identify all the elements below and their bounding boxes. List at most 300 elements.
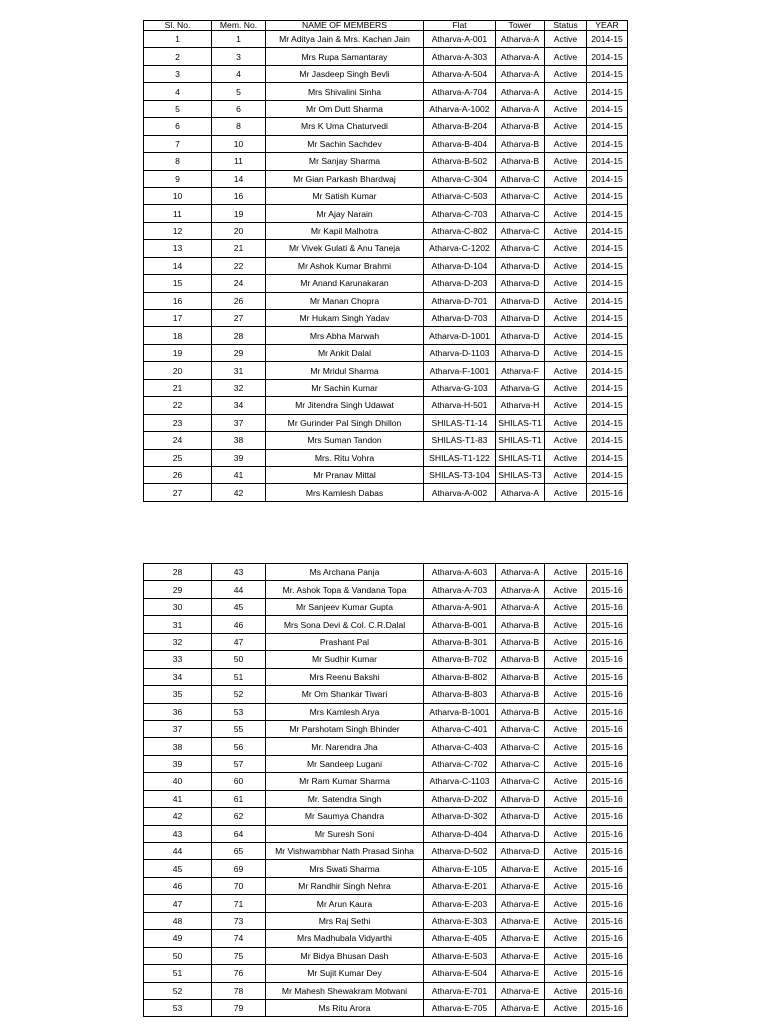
cell-sl-no: 4 <box>144 83 212 100</box>
cell-mem-no: 62 <box>212 808 266 825</box>
cell-tower: SHILAS-T1 <box>496 432 545 449</box>
cell-mem-no: 38 <box>212 432 266 449</box>
table-row <box>144 48 628 65</box>
members-table-1-body <box>144 31 628 502</box>
cell-member-name: Mr Saumya Chandra <box>266 808 424 825</box>
table-row <box>144 564 628 581</box>
cell-sl-no: 52 <box>144 982 212 999</box>
cell-flat: Atharva-C-802 <box>424 222 496 239</box>
cell-flat: Atharva-C-1202 <box>424 240 496 257</box>
cell-year: 2015-16 <box>587 930 628 947</box>
cell-sl-no: 39 <box>144 755 212 772</box>
cell-member-name: Ms Archana Panja <box>266 564 424 581</box>
cell-member-name: Mr Satish Kumar <box>266 187 424 204</box>
cell-year: 2015-16 <box>587 581 628 598</box>
cell-flat: Atharva-B-502 <box>424 153 496 170</box>
cell-member-name: Prashant Pal <box>266 633 424 650</box>
table-row <box>144 720 628 737</box>
cell-sl-no: 27 <box>144 484 212 501</box>
header-name: NAME OF MEMBERS <box>266 21 424 31</box>
cell-tower: SHILAS-T1 <box>496 414 545 431</box>
cell-mem-no: 16 <box>212 187 266 204</box>
cell-flat: Atharva-D-202 <box>424 790 496 807</box>
cell-flat: Atharva-A-603 <box>424 564 496 581</box>
cell-member-name: Mrs Rupa Samantaray <box>266 48 424 65</box>
cell-member-name: Mr. Satendra Singh <box>266 790 424 807</box>
cell-year: 2015-16 <box>587 982 628 999</box>
cell-sl-no: 26 <box>144 466 212 483</box>
cell-flat: Atharva-C-503 <box>424 187 496 204</box>
table-row <box>144 755 628 772</box>
cell-tower: Atharva-A <box>496 83 545 100</box>
cell-member-name: Mr Hukam Singh Yadav <box>266 310 424 327</box>
table-row <box>144 982 628 999</box>
cell-status: Active <box>545 466 587 483</box>
cell-sl-no: 42 <box>144 808 212 825</box>
cell-mem-no: 19 <box>212 205 266 222</box>
cell-flat: Atharva-E-405 <box>424 930 496 947</box>
cell-mem-no: 65 <box>212 843 266 860</box>
cell-status: Active <box>545 930 587 947</box>
cell-sl-no: 7 <box>144 135 212 152</box>
cell-mem-no: 26 <box>212 292 266 309</box>
cell-sl-no: 16 <box>144 292 212 309</box>
table-row <box>144 397 628 414</box>
cell-flat: Atharva-D-302 <box>424 808 496 825</box>
cell-flat: Atharva-D-203 <box>424 275 496 292</box>
cell-sl-no: 19 <box>144 344 212 361</box>
cell-flat: SHILAS-T3-104 <box>424 466 496 483</box>
cell-member-name: Mrs Reenu Bakshi <box>266 668 424 685</box>
cell-tower: Atharva-A <box>496 65 545 82</box>
cell-member-name: Mr Jasdeep Singh Bevli <box>266 65 424 82</box>
cell-year: 2014-15 <box>587 379 628 396</box>
cell-flat: Atharva-B-702 <box>424 651 496 668</box>
cell-sl-no: 24 <box>144 432 212 449</box>
cell-tower: Atharva-D <box>496 275 545 292</box>
cell-sl-no: 22 <box>144 397 212 414</box>
cell-flat: Atharva-E-504 <box>424 965 496 982</box>
cell-mem-no: 8 <box>212 118 266 135</box>
cell-flat: Atharva-D-701 <box>424 292 496 309</box>
cell-mem-no: 22 <box>212 257 266 274</box>
cell-mem-no: 75 <box>212 947 266 964</box>
cell-member-name: Mr Sujit Kumar Dey <box>266 965 424 982</box>
table-row <box>144 257 628 274</box>
cell-status: Active <box>545 912 587 929</box>
cell-tower: Atharva-C <box>496 222 545 239</box>
members-table-2 <box>143 563 628 1017</box>
cell-sl-no: 5 <box>144 100 212 117</box>
cell-sl-no: 8 <box>144 153 212 170</box>
table-row <box>144 895 628 912</box>
cell-tower: Atharva-E <box>496 912 545 929</box>
table-row <box>144 205 628 222</box>
cell-tower: Atharva-F <box>496 362 545 379</box>
cell-year: 2014-15 <box>587 31 628 48</box>
table-row <box>144 738 628 755</box>
cell-tower: Atharva-A <box>496 100 545 117</box>
cell-member-name: Mrs Swati Sharma <box>266 860 424 877</box>
table-row <box>144 170 628 187</box>
cell-year: 2014-15 <box>587 327 628 344</box>
cell-flat: Atharva-G-103 <box>424 379 496 396</box>
cell-status: Active <box>545 616 587 633</box>
cell-flat: Atharva-H-501 <box>424 397 496 414</box>
cell-sl-no: 36 <box>144 703 212 720</box>
table-row <box>144 100 628 117</box>
cell-flat: Atharva-A-303 <box>424 48 496 65</box>
cell-tower: Atharva-A <box>496 484 545 501</box>
cell-member-name: Mr Aditya Jain & Mrs. Kachan Jain <box>266 31 424 48</box>
cell-tower: Atharva-E <box>496 930 545 947</box>
members-table-1 <box>143 20 628 502</box>
cell-mem-no: 32 <box>212 379 266 396</box>
cell-year: 2014-15 <box>587 414 628 431</box>
cell-tower: Atharva-B <box>496 686 545 703</box>
cell-status: Active <box>545 449 587 466</box>
cell-tower: Atharva-C <box>496 773 545 790</box>
cell-sl-no: 49 <box>144 930 212 947</box>
cell-tower: Atharva-D <box>496 310 545 327</box>
header-sl-no: Sl. No. <box>144 21 212 31</box>
cell-mem-no: 52 <box>212 686 266 703</box>
cell-member-name: Mr Ram Kumar Sharma <box>266 773 424 790</box>
cell-mem-no: 14 <box>212 170 266 187</box>
cell-status: Active <box>545 48 587 65</box>
table-row <box>144 344 628 361</box>
cell-flat: Atharva-B-802 <box>424 668 496 685</box>
cell-year: 2015-16 <box>587 668 628 685</box>
cell-year: 2015-16 <box>587 738 628 755</box>
cell-mem-no: 76 <box>212 965 266 982</box>
cell-flat: Atharva-E-105 <box>424 860 496 877</box>
cell-year: 2014-15 <box>587 240 628 257</box>
cell-sl-no: 15 <box>144 275 212 292</box>
cell-flat: Atharva-A-504 <box>424 65 496 82</box>
cell-year: 2014-15 <box>587 205 628 222</box>
cell-flat: SHILAS-T1-14 <box>424 414 496 431</box>
header-status: Status <box>545 21 587 31</box>
cell-year: 2014-15 <box>587 170 628 187</box>
cell-status: Active <box>545 65 587 82</box>
cell-member-name: Mr Ankit Dalal <box>266 344 424 361</box>
cell-member-name: Mr Bidya Bhusan Dash <box>266 947 424 964</box>
cell-mem-no: 56 <box>212 738 266 755</box>
cell-sl-no: 29 <box>144 581 212 598</box>
cell-tower: Atharva-A <box>496 564 545 581</box>
cell-tower: Atharva-E <box>496 877 545 894</box>
cell-member-name: Mr Gurinder Pal Singh Dhillon <box>266 414 424 431</box>
cell-sl-no: 31 <box>144 616 212 633</box>
cell-status: Active <box>545 187 587 204</box>
cell-sl-no: 14 <box>144 257 212 274</box>
cell-flat: SHILAS-T1-122 <box>424 449 496 466</box>
cell-mem-no: 1 <box>212 31 266 48</box>
cell-tower: Atharva-C <box>496 755 545 772</box>
header-tower: Tower <box>496 21 545 31</box>
cell-status: Active <box>545 205 587 222</box>
table-row <box>144 651 628 668</box>
cell-year: 2015-16 <box>587 877 628 894</box>
cell-tower: Atharva-A <box>496 31 545 48</box>
cell-flat: Atharva-A-001 <box>424 31 496 48</box>
cell-sl-no: 20 <box>144 362 212 379</box>
cell-member-name: Mr Arun Kaura <box>266 895 424 912</box>
cell-member-name: Mrs Raj Sethi <box>266 912 424 929</box>
table-row <box>144 432 628 449</box>
cell-status: Active <box>545 83 587 100</box>
cell-status: Active <box>545 703 587 720</box>
cell-flat: Atharva-B-301 <box>424 633 496 650</box>
cell-year: 2015-16 <box>587 484 628 501</box>
cell-status: Active <box>545 170 587 187</box>
cell-sl-no: 37 <box>144 720 212 737</box>
cell-mem-no: 5 <box>212 83 266 100</box>
cell-tower: Atharva-B <box>496 616 545 633</box>
cell-member-name: Mrs. Ritu Vohra <box>266 449 424 466</box>
cell-status: Active <box>545 222 587 239</box>
cell-status: Active <box>545 982 587 999</box>
cell-year: 2015-16 <box>587 947 628 964</box>
cell-member-name: Mr Jitendra Singh Udawat <box>266 397 424 414</box>
cell-mem-no: 55 <box>212 720 266 737</box>
cell-sl-no: 3 <box>144 65 212 82</box>
cell-year: 2015-16 <box>587 843 628 860</box>
cell-year: 2015-16 <box>587 825 628 842</box>
cell-status: Active <box>545 651 587 668</box>
cell-status: Active <box>545 598 587 615</box>
cell-member-name: Mr Randhir Singh Nehra <box>266 877 424 894</box>
table-row <box>144 362 628 379</box>
cell-tower: Atharva-C <box>496 205 545 222</box>
table-row <box>144 790 628 807</box>
cell-sl-no: 13 <box>144 240 212 257</box>
cell-member-name: Mr Ajay Narain <box>266 205 424 222</box>
cell-member-name: Mr Sachin Sachdev <box>266 135 424 152</box>
cell-year: 2015-16 <box>587 598 628 615</box>
cell-status: Active <box>545 860 587 877</box>
cell-tower: Atharva-C <box>496 170 545 187</box>
cell-sl-no: 53 <box>144 999 212 1016</box>
cell-tower: Atharva-A <box>496 48 545 65</box>
cell-year: 2014-15 <box>587 257 628 274</box>
cell-mem-no: 74 <box>212 930 266 947</box>
table-row <box>144 414 628 431</box>
cell-sl-no: 2 <box>144 48 212 65</box>
cell-flat: Atharva-A-1002 <box>424 100 496 117</box>
header-mem-no: Mem. No. <box>212 21 266 31</box>
cell-year: 2014-15 <box>587 65 628 82</box>
cell-sl-no: 12 <box>144 222 212 239</box>
cell-member-name: Mr Sudhir Kumar <box>266 651 424 668</box>
cell-mem-no: 61 <box>212 790 266 807</box>
cell-sl-no: 48 <box>144 912 212 929</box>
cell-member-name: Mrs Madhubala Vidyarthi <box>266 930 424 947</box>
cell-status: Active <box>545 999 587 1016</box>
cell-member-name: Mr Manan Chopra <box>266 292 424 309</box>
cell-member-name: Mrs Abha Marwah <box>266 327 424 344</box>
cell-flat: Atharva-A-704 <box>424 83 496 100</box>
cell-mem-no: 46 <box>212 616 266 633</box>
cell-tower: Atharva-E <box>496 947 545 964</box>
cell-tower: Atharva-B <box>496 153 545 170</box>
cell-flat: Atharva-C-1103 <box>424 773 496 790</box>
cell-year: 2015-16 <box>587 720 628 737</box>
cell-mem-no: 45 <box>212 598 266 615</box>
members-table-2-body <box>144 564 628 1017</box>
cell-tower: Atharva-D <box>496 257 545 274</box>
cell-member-name: Mr Om Shankar Tiwari <box>266 686 424 703</box>
cell-status: Active <box>545 668 587 685</box>
cell-member-name: Mrs Sona Devi & Col. C.R.Dalal <box>266 616 424 633</box>
cell-sl-no: 28 <box>144 564 212 581</box>
cell-member-name: Mr. Ashok Topa & Vandana Topa <box>266 581 424 598</box>
cell-tower: Atharva-B <box>496 668 545 685</box>
cell-year: 2014-15 <box>587 292 628 309</box>
table-row <box>144 222 628 239</box>
cell-year: 2014-15 <box>587 310 628 327</box>
cell-tower: Atharva-D <box>496 327 545 344</box>
cell-year: 2014-15 <box>587 449 628 466</box>
table-row <box>144 379 628 396</box>
cell-sl-no: 34 <box>144 668 212 685</box>
cell-mem-no: 71 <box>212 895 266 912</box>
cell-sl-no: 21 <box>144 379 212 396</box>
cell-status: Active <box>545 564 587 581</box>
cell-mem-no: 51 <box>212 668 266 685</box>
cell-sl-no: 50 <box>144 947 212 964</box>
cell-year: 2014-15 <box>587 100 628 117</box>
table-row <box>144 31 628 48</box>
cell-status: Active <box>545 808 587 825</box>
cell-member-name: Mr Om Dutt Sharma <box>266 100 424 117</box>
cell-status: Active <box>545 257 587 274</box>
cell-flat: Atharva-C-401 <box>424 720 496 737</box>
cell-tower: SHILAS-T1 <box>496 449 545 466</box>
table-row <box>144 912 628 929</box>
cell-mem-no: 29 <box>212 344 266 361</box>
cell-mem-no: 42 <box>212 484 266 501</box>
cell-member-name: Mr Suresh Soni <box>266 825 424 842</box>
cell-mem-no: 47 <box>212 633 266 650</box>
cell-year: 2015-16 <box>587 895 628 912</box>
cell-year: 2015-16 <box>587 773 628 790</box>
cell-sl-no: 25 <box>144 449 212 466</box>
cell-flat: Atharva-B-204 <box>424 118 496 135</box>
cell-status: Active <box>545 877 587 894</box>
cell-year: 2014-15 <box>587 275 628 292</box>
cell-tower: Atharva-C <box>496 187 545 204</box>
cell-mem-no: 20 <box>212 222 266 239</box>
cell-tower: Atharva-E <box>496 982 545 999</box>
table-row <box>144 808 628 825</box>
cell-member-name: Mr Vishwambhar Nath Prasad Sinha <box>266 843 424 860</box>
cell-mem-no: 78 <box>212 982 266 999</box>
cell-year: 2014-15 <box>587 83 628 100</box>
cell-year: 2015-16 <box>587 686 628 703</box>
cell-member-name: Mr Gian Parkash Bhardwaj <box>266 170 424 187</box>
cell-status: Active <box>545 292 587 309</box>
cell-year: 2014-15 <box>587 466 628 483</box>
table-row <box>144 153 628 170</box>
table-row <box>144 581 628 598</box>
cell-sl-no: 32 <box>144 633 212 650</box>
cell-mem-no: 37 <box>212 414 266 431</box>
cell-flat: Atharva-C-304 <box>424 170 496 187</box>
cell-sl-no: 46 <box>144 877 212 894</box>
cell-status: Active <box>545 344 587 361</box>
cell-mem-no: 50 <box>212 651 266 668</box>
cell-year: 2014-15 <box>587 135 628 152</box>
cell-status: Active <box>545 484 587 501</box>
cell-flat: Atharva-E-303 <box>424 912 496 929</box>
table-row <box>144 965 628 982</box>
cell-tower: Atharva-A <box>496 598 545 615</box>
cell-member-name: Mr Mridul Sharma <box>266 362 424 379</box>
cell-sl-no: 41 <box>144 790 212 807</box>
cell-year: 2014-15 <box>587 432 628 449</box>
cell-status: Active <box>545 362 587 379</box>
cell-status: Active <box>545 153 587 170</box>
cell-mem-no: 21 <box>212 240 266 257</box>
cell-year: 2014-15 <box>587 222 628 239</box>
cell-mem-no: 11 <box>212 153 266 170</box>
table-row <box>144 598 628 615</box>
cell-tower: Atharva-D <box>496 808 545 825</box>
table-row <box>144 187 628 204</box>
cell-tower: Atharva-B <box>496 633 545 650</box>
cell-member-name: Mr Anand Karunakaran <box>266 275 424 292</box>
cell-flat: Atharva-B-001 <box>424 616 496 633</box>
cell-status: Active <box>545 100 587 117</box>
cell-status: Active <box>545 135 587 152</box>
cell-flat: Atharva-D-502 <box>424 843 496 860</box>
cell-tower: Atharva-E <box>496 965 545 982</box>
cell-status: Active <box>545 965 587 982</box>
cell-year: 2014-15 <box>587 118 628 135</box>
cell-sl-no: 45 <box>144 860 212 877</box>
cell-year: 2015-16 <box>587 965 628 982</box>
table-row <box>144 275 628 292</box>
table-row <box>144 633 628 650</box>
cell-sl-no: 33 <box>144 651 212 668</box>
cell-status: Active <box>545 327 587 344</box>
cell-year: 2014-15 <box>587 153 628 170</box>
table-row <box>144 240 628 257</box>
cell-status: Active <box>545 379 587 396</box>
cell-mem-no: 39 <box>212 449 266 466</box>
cell-status: Active <box>545 720 587 737</box>
cell-tower: Atharva-B <box>496 703 545 720</box>
cell-mem-no: 4 <box>212 65 266 82</box>
cell-tower: Atharva-D <box>496 825 545 842</box>
cell-mem-no: 69 <box>212 860 266 877</box>
cell-sl-no: 1 <box>144 31 212 48</box>
cell-status: Active <box>545 633 587 650</box>
cell-year: 2014-15 <box>587 344 628 361</box>
cell-mem-no: 41 <box>212 466 266 483</box>
cell-status: Active <box>545 686 587 703</box>
cell-sl-no: 9 <box>144 170 212 187</box>
cell-year: 2015-16 <box>587 808 628 825</box>
cell-member-name: Mr Vivek Gulati & Anu Taneja <box>266 240 424 257</box>
cell-sl-no: 51 <box>144 965 212 982</box>
cell-tower: Atharva-C <box>496 240 545 257</box>
cell-tower: Atharva-G <box>496 379 545 396</box>
cell-tower: Atharva-E <box>496 860 545 877</box>
cell-mem-no: 27 <box>212 310 266 327</box>
